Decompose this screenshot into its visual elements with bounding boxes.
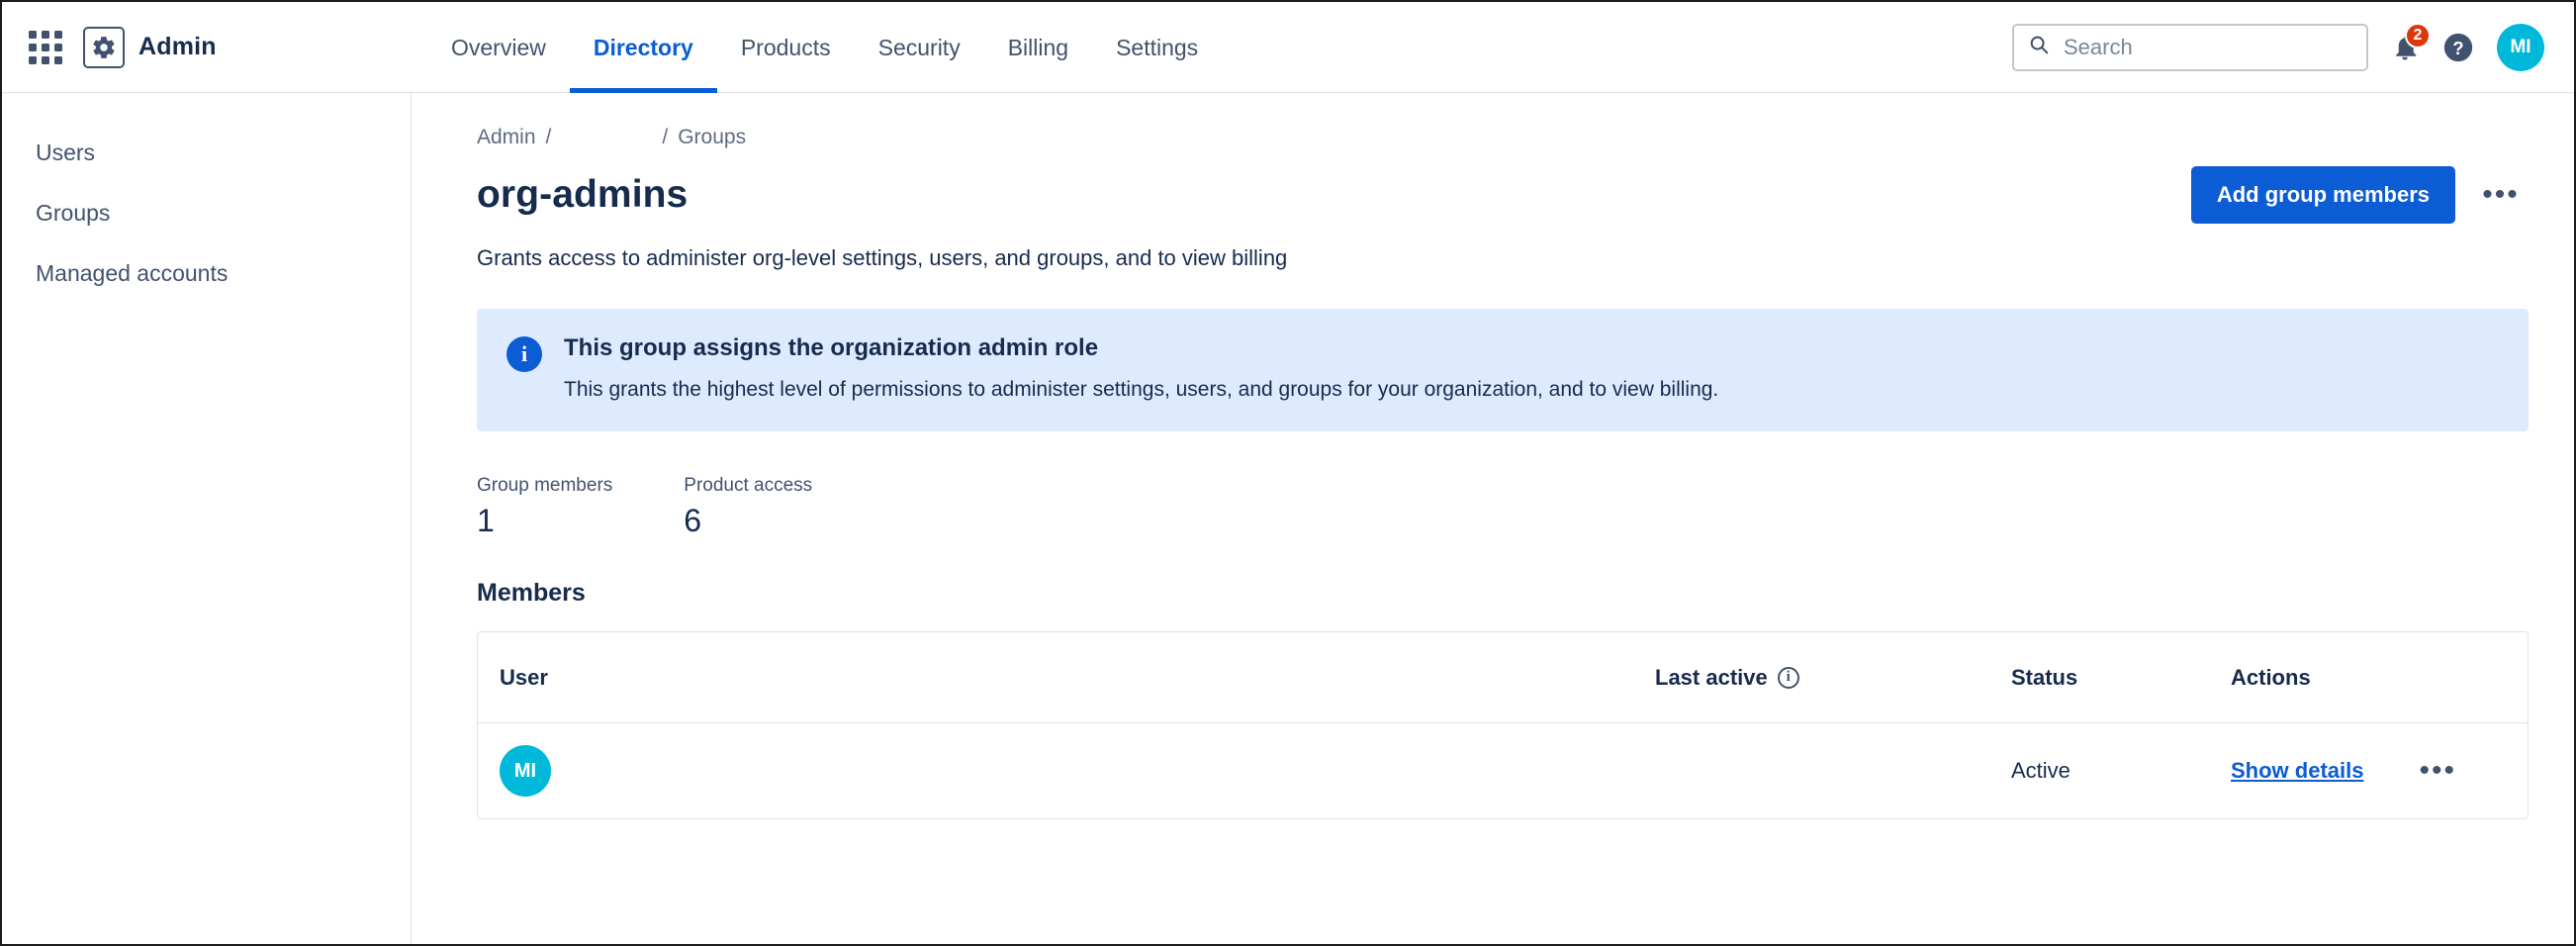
- show-details-link[interactable]: Show details: [2231, 758, 2364, 783]
- info-banner: [477, 309, 2529, 431]
- topnav-right-group: [2012, 24, 2574, 71]
- column-header-actions: Actions: [2231, 664, 2311, 690]
- add-group-members-button[interactable]: Add group members: [2191, 166, 2455, 224]
- tab-security[interactable]: Security: [877, 34, 961, 60]
- table-row[interactable]: [478, 723, 2528, 818]
- status-badge: Active: [2011, 758, 2070, 783]
- info-banner-body: [564, 334, 1718, 402]
- tab-settings[interactable]: Settings: [1116, 34, 1199, 60]
- top-navigation-bar: [2, 2, 2574, 93]
- bell-icon[interactable]: [2390, 26, 2423, 62]
- svg-text:?: ?: [2452, 37, 2464, 58]
- breadcrumb: [477, 121, 2529, 154]
- column-header-status: Status: [2011, 664, 2078, 690]
- gear-icon[interactable]: [83, 27, 125, 68]
- notification-count-badge: 2: [2405, 23, 2431, 48]
- info-icon: i: [506, 336, 542, 372]
- group-description: Grants access to administer org-level settings, users, and groups, and to view billing: [477, 245, 1288, 270]
- topnav-tabs: [427, 2, 1222, 93]
- stat-product-access: [684, 475, 812, 539]
- page-title: org-admins: [477, 173, 689, 216]
- product-home-link[interactable]: [83, 27, 217, 68]
- stat-product-access-value: 6: [684, 503, 702, 538]
- breadcrumb-groups[interactable]: Groups: [678, 126, 747, 148]
- sidebar-item-users[interactable]: Users: [36, 140, 96, 165]
- tab-products[interactable]: Products: [740, 34, 831, 60]
- grid-icon[interactable]: [26, 28, 65, 67]
- product-label: Admin: [138, 33, 217, 60]
- table-header-row: [478, 632, 2528, 723]
- stat-group-members-label: Group members: [477, 475, 613, 496]
- page-body: [2, 93, 2574, 944]
- members-heading: Members: [477, 579, 586, 607]
- column-header-user: User: [500, 664, 548, 690]
- breadcrumb-separator-2: /: [662, 126, 669, 148]
- main-content: [412, 93, 2574, 944]
- info-banner-text: This grants the highest level of permissions to administer settings, users, and groups for your organization, and to view billing.: [564, 378, 1719, 401]
- search-input[interactable]: [2062, 34, 2352, 61]
- cell-user: [478, 745, 1655, 797]
- info-banner-title: This group assigns the organization admin role: [564, 334, 1099, 361]
- topnav-left-group: [2, 27, 427, 68]
- search-box[interactable]: [2012, 24, 2368, 71]
- breadcrumb-separator-1: /: [545, 126, 552, 148]
- column-header-last-active: [1655, 665, 2011, 691]
- group-stats: [477, 475, 2529, 539]
- stat-group-members: [477, 475, 612, 539]
- stat-group-members-value: 1: [477, 503, 495, 538]
- search-icon: [2028, 34, 2050, 60]
- more-actions-button[interactable]: •••: [2473, 168, 2529, 222]
- info-circle-icon[interactable]: i: [1778, 667, 1799, 689]
- row-more-actions-button[interactable]: •••: [2419, 754, 2456, 787]
- tab-billing[interactable]: Billing: [1007, 34, 1069, 60]
- members-table: [477, 631, 2529, 819]
- page-actions: [2191, 166, 2529, 224]
- column-header-last-active-label: Last active: [1655, 664, 1768, 690]
- tab-overview[interactable]: Overview: [451, 34, 546, 60]
- sidebar-item-managed-accounts[interactable]: Managed accounts: [36, 260, 229, 286]
- help-icon[interactable]: [2441, 31, 2475, 64]
- avatar: MI: [500, 745, 551, 797]
- stat-product-access-label: Product access: [684, 475, 813, 496]
- avatar[interactable]: MI: [2497, 24, 2544, 71]
- title-row: [477, 166, 2529, 224]
- breadcrumb-admin[interactable]: Admin: [477, 126, 536, 148]
- sidebar: [2, 93, 412, 944]
- cell-actions: [2231, 754, 2528, 788]
- sidebar-item-groups[interactable]: Groups: [36, 200, 111, 226]
- tab-directory[interactable]: Directory: [570, 2, 717, 93]
